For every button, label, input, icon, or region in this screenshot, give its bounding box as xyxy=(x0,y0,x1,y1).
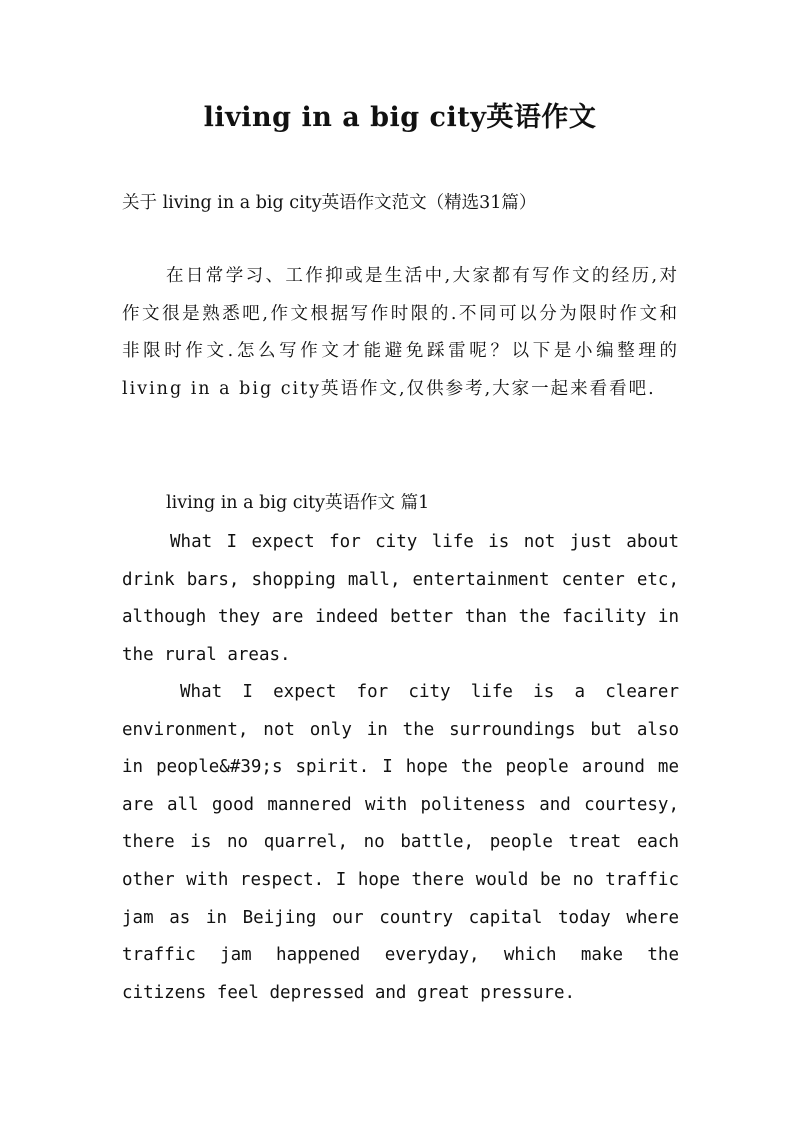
essay-paragraph-1: What I expect for city life is not just about drink bars, shopping mall, entertainment center etc, although they are indeed better than the facility in the rural areas. xyxy=(122,532,679,665)
document-title: living in a big city英语作文 xyxy=(203,102,597,133)
document-subtitle: 关于 living in a big city英语作文范文（精选31篇） xyxy=(122,193,537,213)
intro-paragraph: 在日常学习、工作抑或是生活中,大家都有写作文的经历,对作文很是熟悉吧,作文根据写作时限的.不同可以分为限时作文和非限时作文.怎么写作文才能避免踩雷呢？以下是小编整理的living in a big city英语作文,仅供参考,大家一起来看看吧. xyxy=(122,266,679,399)
essay-paragraph-2: What I expect for city life is a clearer environment, not only in the surroundings but also in people&#39;s spirit. I hope the people around me are all good mannered with politeness and courtesy, there is no quarrel, no battle, people treat each other with respect. I hope there would be no traffic jam as in Beijing our country capital today where traffic jam happened everyday, which make the citizens feel depressed and great pressure. xyxy=(122,682,679,1003)
section-heading: living in a big city英语作文 篇1 xyxy=(166,493,430,513)
